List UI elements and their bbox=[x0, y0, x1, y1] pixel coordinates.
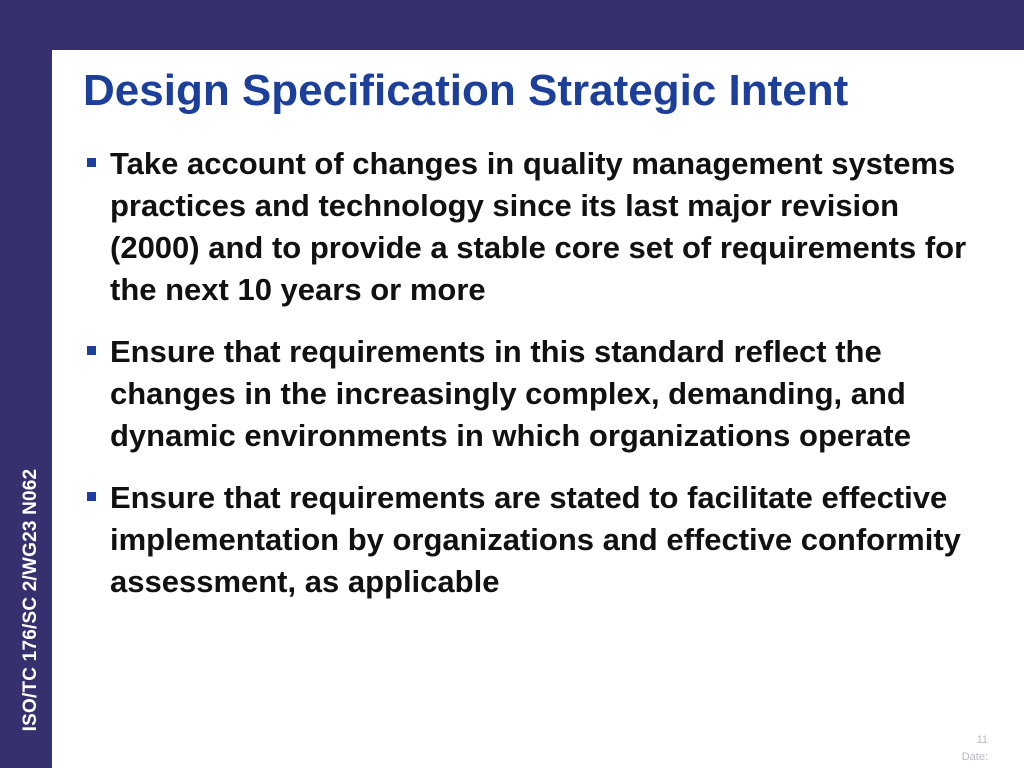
document-reference-label: ISO/TC 176/SC 2/WG23 N062 bbox=[20, 468, 41, 732]
top-color-band bbox=[0, 0, 1024, 50]
date-label: Date: bbox=[961, 751, 988, 763]
bullet-text-3: Ensure that requirements are stated to facilitate effective implementation by organizations and effective conformity assessment, as applicable bbox=[110, 480, 961, 599]
bullet-item-1 bbox=[84, 143, 994, 311]
bullet-item-3 bbox=[84, 477, 994, 603]
bullet-text-1: Take account of changes in quality management systems practices and technology since its last major revision (2000) and to provide a stable core set of requirements for the next 10 years or more bbox=[110, 146, 967, 307]
square-bullet-icon bbox=[87, 158, 96, 167]
page-number: 11 bbox=[976, 734, 988, 746]
square-bullet-icon bbox=[87, 492, 96, 501]
slide-title: Design Specification Strategic Intent bbox=[83, 66, 849, 115]
left-color-band bbox=[0, 0, 52, 768]
bullet-text-2: Ensure that requirements in this standard reflect the changes in the increasingly complex, demanding, and dynamic environments in which organizations operate bbox=[110, 334, 911, 453]
square-bullet-icon bbox=[87, 346, 96, 355]
bullet-item-2 bbox=[84, 331, 994, 457]
bullet-list bbox=[84, 143, 994, 623]
